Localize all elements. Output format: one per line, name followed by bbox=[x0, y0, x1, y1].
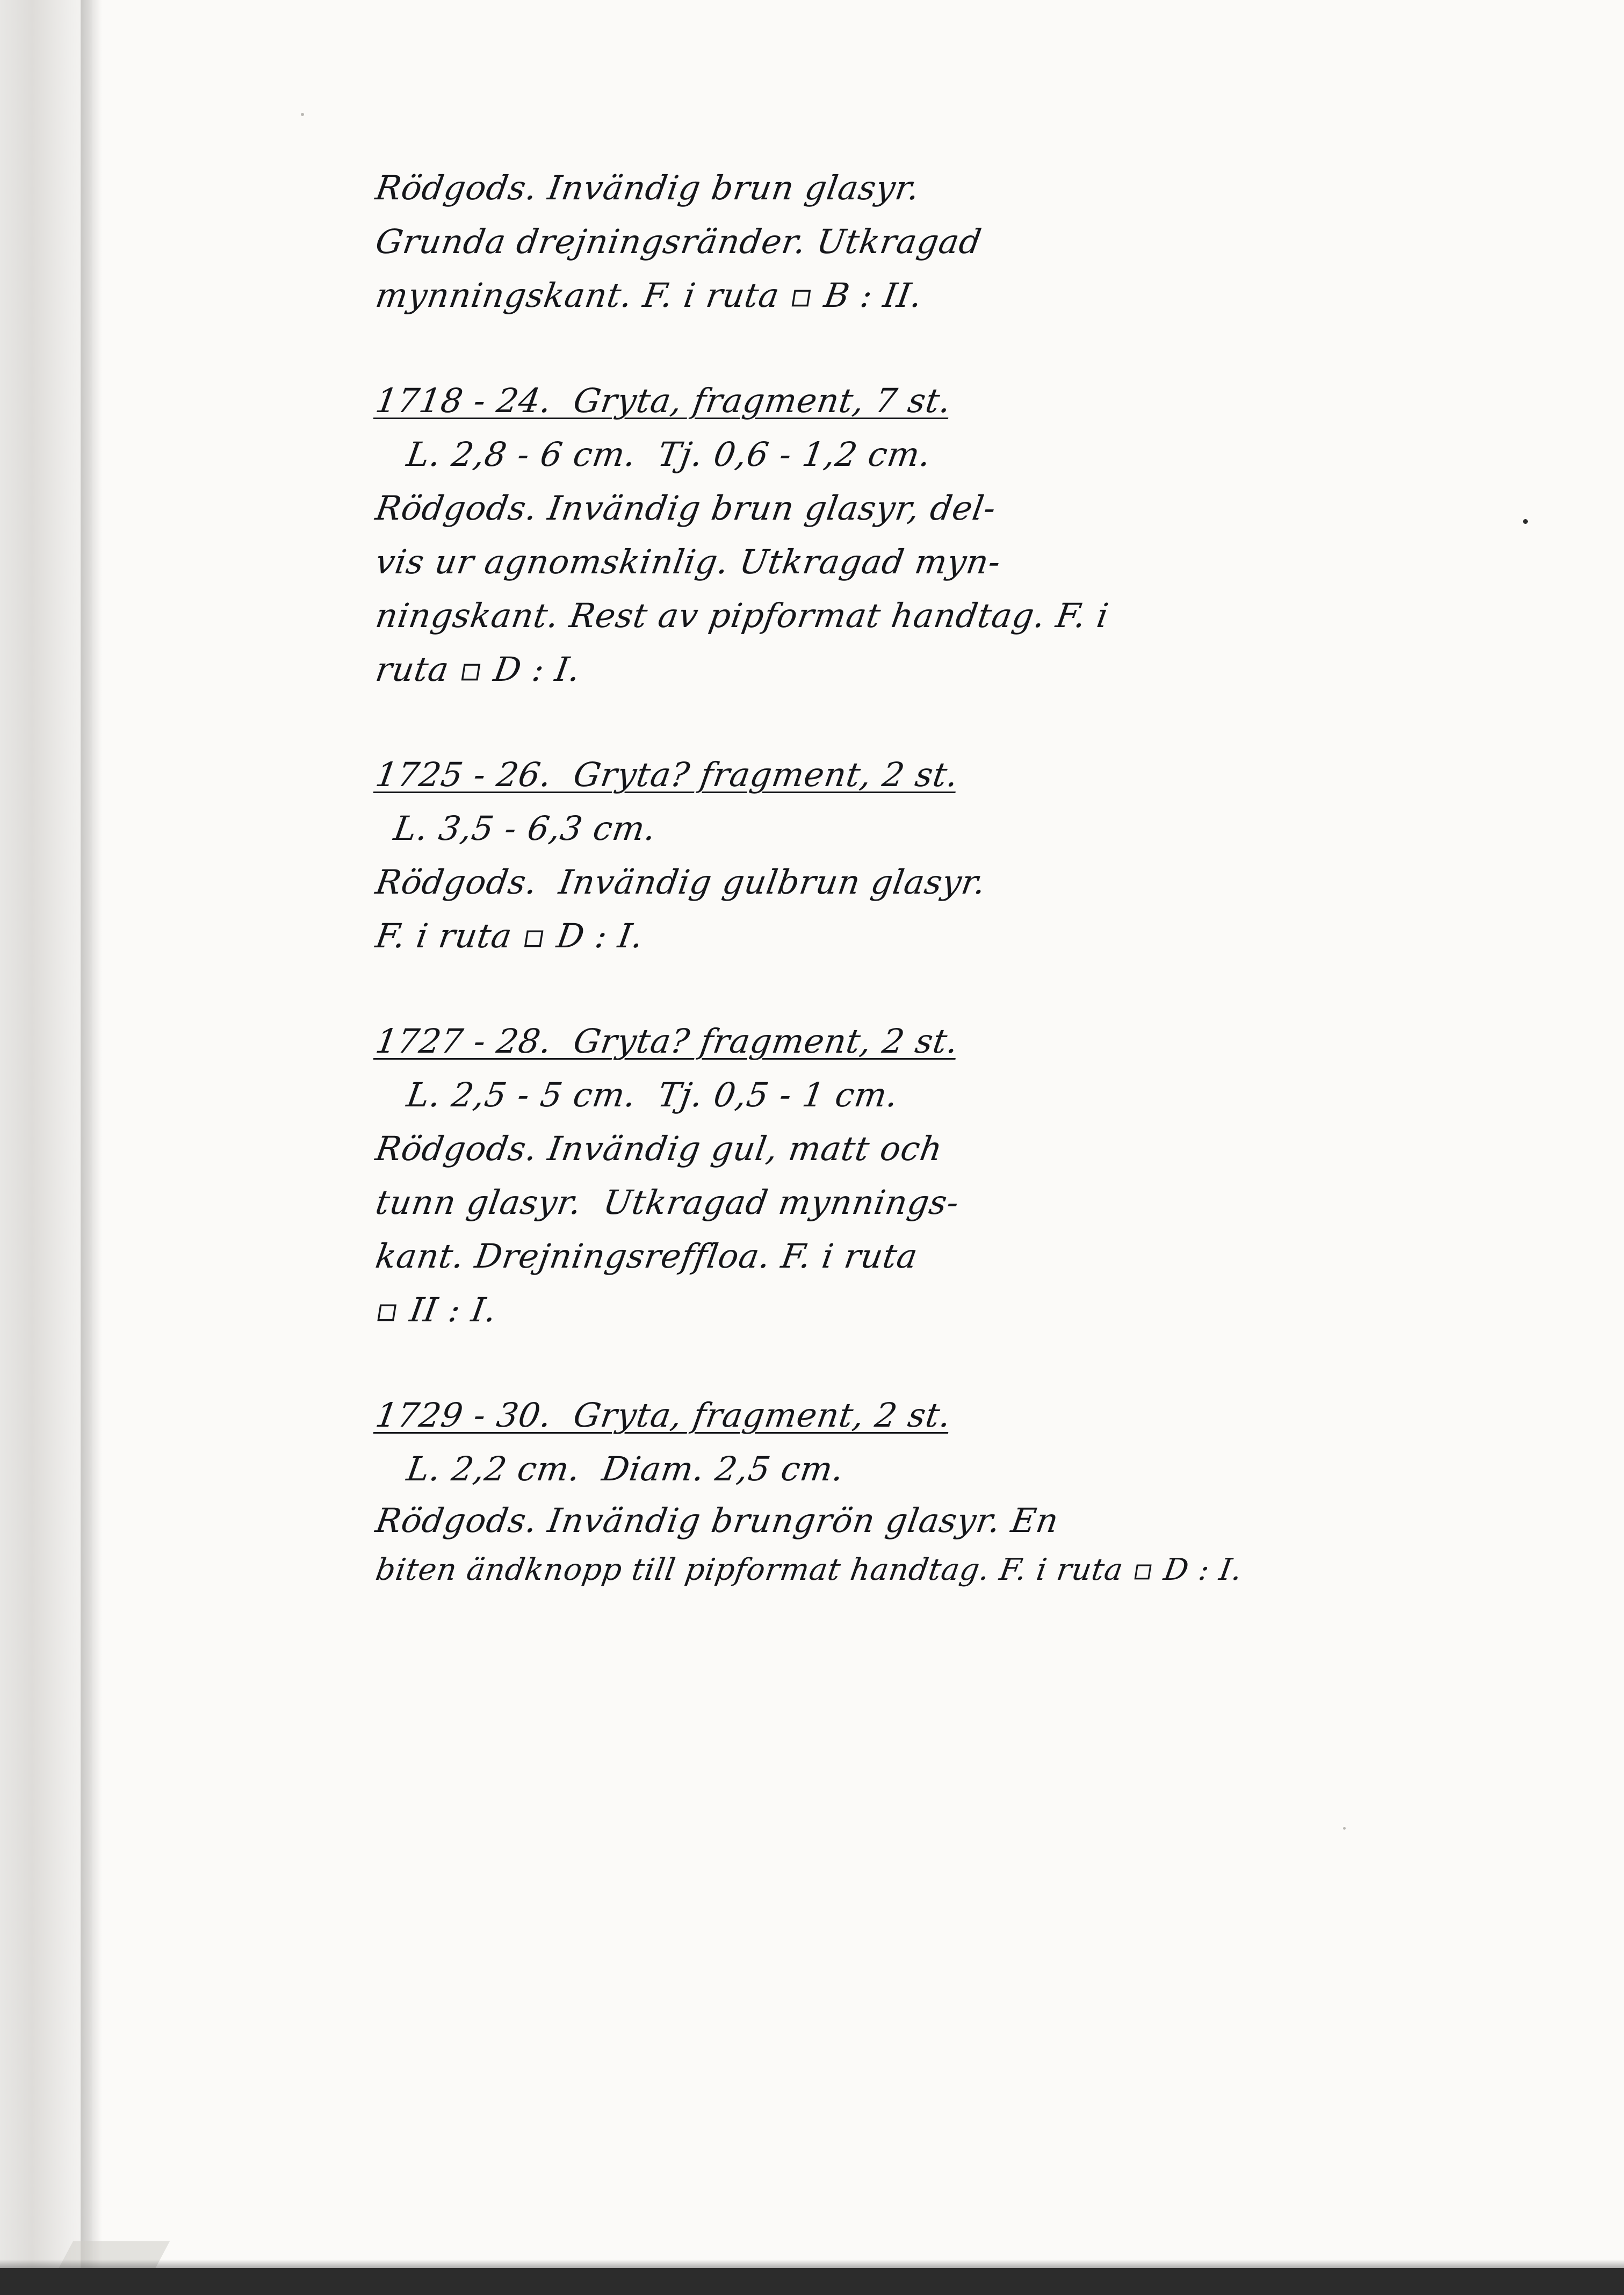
text-line: kant. Drejningsreffloa. F. i ruta bbox=[373, 1236, 921, 1276]
text-line: L. 2,5 - 5 cm. Tj. 0,5 - 1 cm. bbox=[404, 1075, 901, 1114]
text-line: L. 2,8 - 6 cm. Tj. 0,6 - 1,2 cm. bbox=[404, 435, 934, 474]
text-line: Rödgods. Invändig brun glasyr. bbox=[373, 168, 923, 207]
text-line: Grunda drejningsränder. Utkragad bbox=[373, 222, 985, 261]
entry-heading: 1727 - 28. Gryta? fragment, 2 st. bbox=[373, 1021, 962, 1061]
text-line: ningskant. Rest av pipformat handtag. F. i bbox=[373, 596, 1111, 635]
entry-1725-26 bbox=[373, 748, 1520, 963]
ink-dot-mark bbox=[1523, 519, 1528, 524]
entry-1718-24 bbox=[373, 374, 1520, 696]
entry-1729-30 bbox=[373, 1388, 1520, 1595]
text-line: ▫ II : I. bbox=[373, 1290, 500, 1329]
text-line: Rödgods. Invändig gulbrun glasyr. bbox=[373, 862, 989, 902]
text-line: Rödgods. Invändig brun glasyr, del- bbox=[373, 488, 999, 528]
entry-heading: 1718 - 24. Gryta, fragment, 7 st. bbox=[373, 381, 955, 420]
entry-heading: 1725 - 26. Gryta? fragment, 2 st. bbox=[373, 755, 962, 794]
manuscript-text bbox=[373, 161, 1520, 1646]
page-bottom-edge bbox=[0, 2268, 1624, 2295]
paper-speck bbox=[1343, 1827, 1346, 1830]
entry-continued bbox=[373, 161, 1520, 322]
text-line: ruta ▫ D : I. bbox=[373, 650, 583, 689]
text-line: biten ändknopp till pipformat handtag. F. i ruta ▫ D : I. bbox=[373, 1552, 1245, 1587]
text-line: F. i ruta ▫ D : I. bbox=[373, 916, 647, 955]
entry-1727-28 bbox=[373, 1015, 1520, 1337]
text-line: Rödgods. Invändig brungrön glasyr. En bbox=[373, 1501, 1062, 1540]
text-line: tunn glasyr. Utkragad mynnings- bbox=[373, 1183, 962, 1222]
binding-edge bbox=[0, 0, 92, 2295]
paper-speck bbox=[301, 113, 304, 116]
entry-heading: 1729 - 30. Gryta, fragment, 2 st. bbox=[373, 1395, 955, 1435]
text-line: mynningskant. F. i ruta ▫ B : II. bbox=[373, 276, 926, 315]
text-line: L. 2,2 cm. Diam. 2,5 cm. bbox=[404, 1449, 847, 1488]
binding-shadow bbox=[81, 0, 102, 2295]
text-line: L. 3,5 - 6,3 cm. bbox=[391, 809, 659, 848]
text-line: Rödgods. Invändig gul, matt och bbox=[373, 1129, 945, 1168]
text-line: vis ur agnomskinlig. Utkragad myn- bbox=[373, 542, 1004, 581]
